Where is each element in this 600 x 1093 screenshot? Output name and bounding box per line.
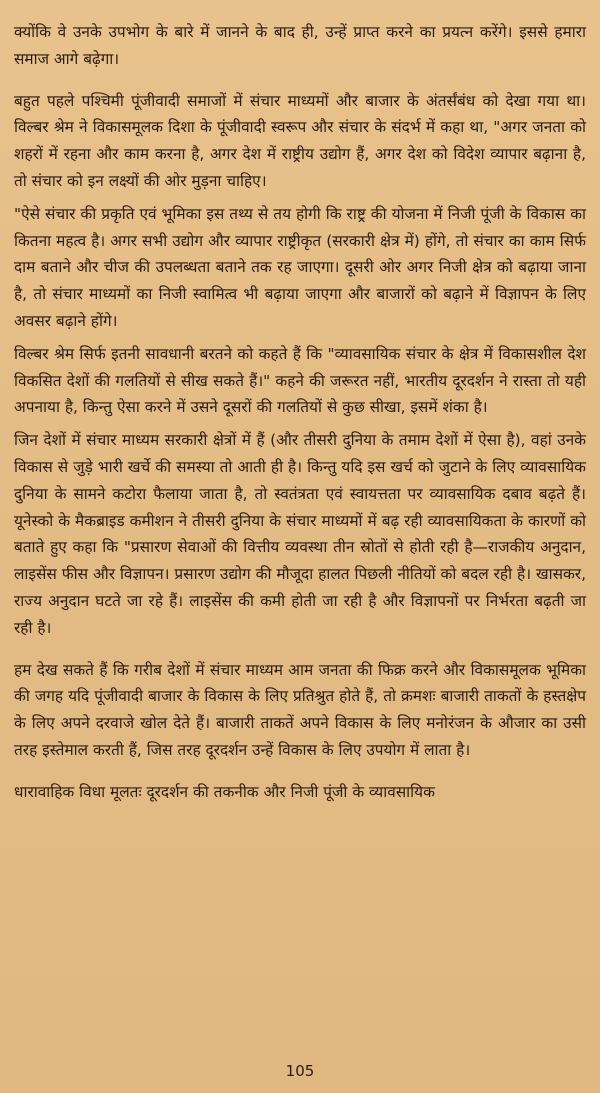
- paragraph-6: हम देख सकते हैं कि गरीब देशों में संचार माध्यम आम जनता की फिक्र करने और विकासमूलक भूमिका की जगह यदि पूंजीवादी बाजार के विकास के लिए प्रतिश्रुत होते हैं, तो क्रमशः बाजारी ताकतों के हस्तक्षेप के लिए अपने दरवाजे खोल देते हैं। बाजारी ताकतें अपने विकास के लिए मनोरंजन के औजार का उसी तरह इस्तेमाल करती हैं, जिस तरह दूरदर्शन उन्हें विकास के लिए उपयोग में लाता है।: [14, 660, 586, 759]
- paragraph-2: बहुत पहले पश्चिमी पूंजीवादी समाजों में संचार माध्यमों और बाजार के अंतर्संबंध को देखा गया था। विल्बर श्रेम ने विकासमूलक दिशा के पूंजीवादी स्वरूप और संचार के संदर्भ में कहा था, "अगर जनता को शहरों में रहना और काम करना है, अगर देश में राष्ट्रीय उद्योग हैं, अगर देश को विदेश व्यापार बढ़ाना है, तो संचार को इन लक्ष्यों की ओर मुड़ना चाहिए।: [14, 91, 586, 190]
- paragraph-4: विल्बर श्रेम सिर्फ इतनी सावधानी बरतने को कहते हैं कि "व्यावसायिक संचार के क्षेत्र में विकासशील देश विकसित देशों की गलतियों से सीख सकते हैं।" कहने की जरूरत नहीं, भारतीय दूरदर्शन ने रास्ता तो यही अपनाया है, किन्तु ऐसा करने में उसने दूसरों की गलतियों से कुछ सीखा, इसमें शंका है।: [14, 344, 586, 417]
- paragraph-3: "ऐसे संचार की प्रकृति एवं भूमिका इस तथ्य से तय होगी कि राष्ट्र की योजना में निजी पूंजी के विकास का कितना महत्व है। अगर सभी उद्योग और व्यापार राष्ट्रीकृत (सरकारी क्षेत्र में) होंगे, तो संचार का काम सिर्फ दाम बताने और चीज की उपलब्धता बताने तक रह जाएगा। दूसरी ओर अगर निजी क्षेत्र को बढ़ाया जाना है, तो संचार माध्यमों का निजी स्वामित्व भी बढ़ाया जाएगा और बाजारों को बढ़ाने में विज्ञापन के लिए अवसर बढ़ाने होंगे।: [14, 204, 586, 330]
- paragraph-5: जिन देशों में संचार माध्यम सरकारी क्षेत्रों में हैं (और तीसरी दुनिया के तमाम देशों में ऐसा है), वहां उनके विकास से जुड़े भारी खर्चे की समस्या तो आती ही है। किन्तु यदि इस खर्च को जुटाने के लिए व्यावसायिक दुनिया के सामने कटोरा फैलाया जाता है, तो स्वतंत्रता एवं स्वायत्तता पर व्यावसायिक दबाव बढ़ते हैं। यूनेस्को के मैकब्राइड कमीशन ने तीसरी दुनिया के संचार माध्यमों में बढ़ रही व्यावसायिकता के कारणों को बताते हुए कहा कि "प्रसारण सेवाओं की वित्तीय व्यवस्था तीन स्रोतों से होती रही है—राजकीय अनुदान, लाइसेंस फीस और विज्ञापन। प्रसारण उद्योग की मौजूदा हालत पिछली नीतियों को बदल रही है। खासकर, राज्य अनुदान घटते जा रहे हैं। लाइसेंस की कमी होती जा रही है और विज्ञापनों पर निर्भरता बढ़ती जा रही है।: [14, 431, 586, 637]
- paragraph-1: क्योंकि वे उनके उपभोग के बारे में जानने के बाद ही, उन्हें प्राप्त करने का प्रयत्न करेंगे। इससे हमारा समाज आगे बढ़ेगा।: [14, 23, 586, 68]
- paragraph-7: धारावाहिक विधा मूलतः दूरदर्शन की तकनीक और निजी पूंजी के व्यावसायिक: [14, 782, 435, 801]
- page-number: 105: [285, 1062, 315, 1080]
